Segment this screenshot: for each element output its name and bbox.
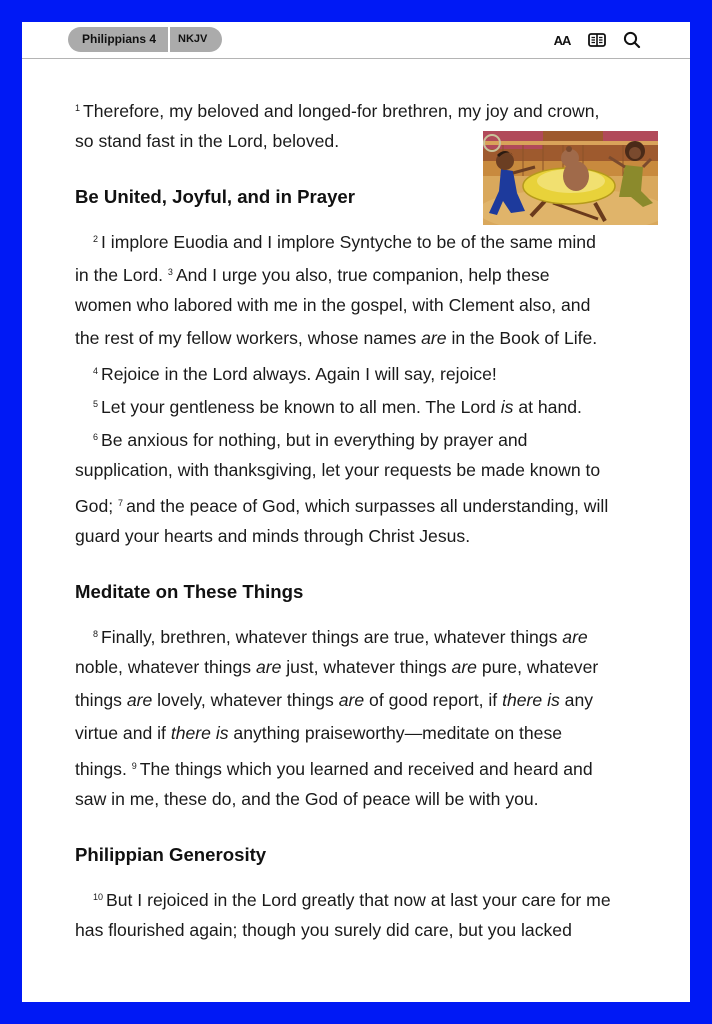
reader-page (22, 22, 690, 1002)
verse-number[interactable]: 5 (93, 399, 99, 409)
parallel-view-icon (588, 33, 606, 47)
text-size-button[interactable] (552, 30, 572, 50)
verse-line: $^{10}$ But I rejoiced in the Lord greatly that now at last your care for me (93, 890, 611, 910)
verse-number[interactable]: 2 (93, 234, 99, 244)
verse-line: in the Lord. $^3$ And I urge you also, true companion, help these (75, 265, 550, 285)
verse-line: $^6$ Be anxious for nothing, but in everything by prayer and (93, 430, 528, 450)
verse-line: noble, whatever things are just, whatever things are pure, whatever (75, 657, 599, 677)
verse-line: guard your hearts and minds through Christ Jesus. (75, 526, 471, 546)
parallel-view-button[interactable] (587, 30, 607, 50)
toolbar-actions (552, 30, 642, 50)
passage-selector (68, 27, 222, 52)
reader-toolbar (22, 22, 690, 59)
text-size-icon: AA (553, 32, 571, 48)
verse-line: $^5$ Let your gentleness be known to all men. The Lord is at hand. (93, 397, 582, 417)
verse-line: things are lovely, whatever things are of good report, if there is any (75, 690, 594, 710)
passage-text (75, 92, 645, 947)
verse-number[interactable]: 1 (75, 103, 81, 113)
search-button[interactable] (622, 30, 642, 50)
verse-number[interactable]: 7 (118, 498, 124, 508)
verse-number[interactable]: 6 (93, 432, 99, 442)
section-heading: Philippian Generosity (75, 844, 267, 865)
search-icon (623, 31, 641, 49)
verse-line: $^8$ Finally, brethren, whatever things are true, whatever things are (93, 627, 588, 647)
verse-line: saw in me, these do, and the God of peace will be with you. (75, 789, 539, 809)
verse-number[interactable]: 4 (93, 366, 99, 376)
section-heading: Meditate on These Things (75, 581, 304, 602)
verse-number[interactable]: 10 (93, 892, 104, 902)
section-heading: Be United, Joyful, and in Prayer (75, 186, 356, 207)
verse-line: things. $^9$ The things which you learned and received and heard and (75, 759, 593, 779)
book-chapter-button[interactable]: Philippians 4 (68, 27, 168, 52)
verse-line: has flourished again; though you surely did care, but you lacked (75, 920, 572, 940)
verse-line: supplication, with thanksgiving, let your requests be made known to (75, 460, 601, 480)
verse-number[interactable]: 9 (131, 761, 137, 771)
verse-line: women who labored with me in the gospel, with Clement also, and (75, 295, 591, 315)
verse-number[interactable]: 8 (93, 629, 99, 639)
verse-line: $^1$ Therefore, my beloved and longed-for brethren, my joy and crown, (75, 101, 600, 121)
version-button[interactable]: NKJV (170, 27, 222, 52)
verse-line: $^2$ I implore Euodia and I implore Syntyche to be of the same mind (93, 232, 596, 252)
verse-line: virtue and if there is anything praiseworthy—meditate on these (75, 723, 563, 743)
verse-line: the rest of my fellow workers, whose names are in the Book of Life. (75, 328, 598, 348)
verse-number[interactable]: 3 (167, 267, 173, 277)
verse-line: $^4$ Rejoice in the Lord always. Again I will say, rejoice! (93, 364, 497, 384)
verse-line: so stand fast in the Lord, beloved. (75, 131, 340, 151)
verse-line: God; $^7$ and the peace of God, which surpasses all understanding, will (75, 496, 609, 516)
